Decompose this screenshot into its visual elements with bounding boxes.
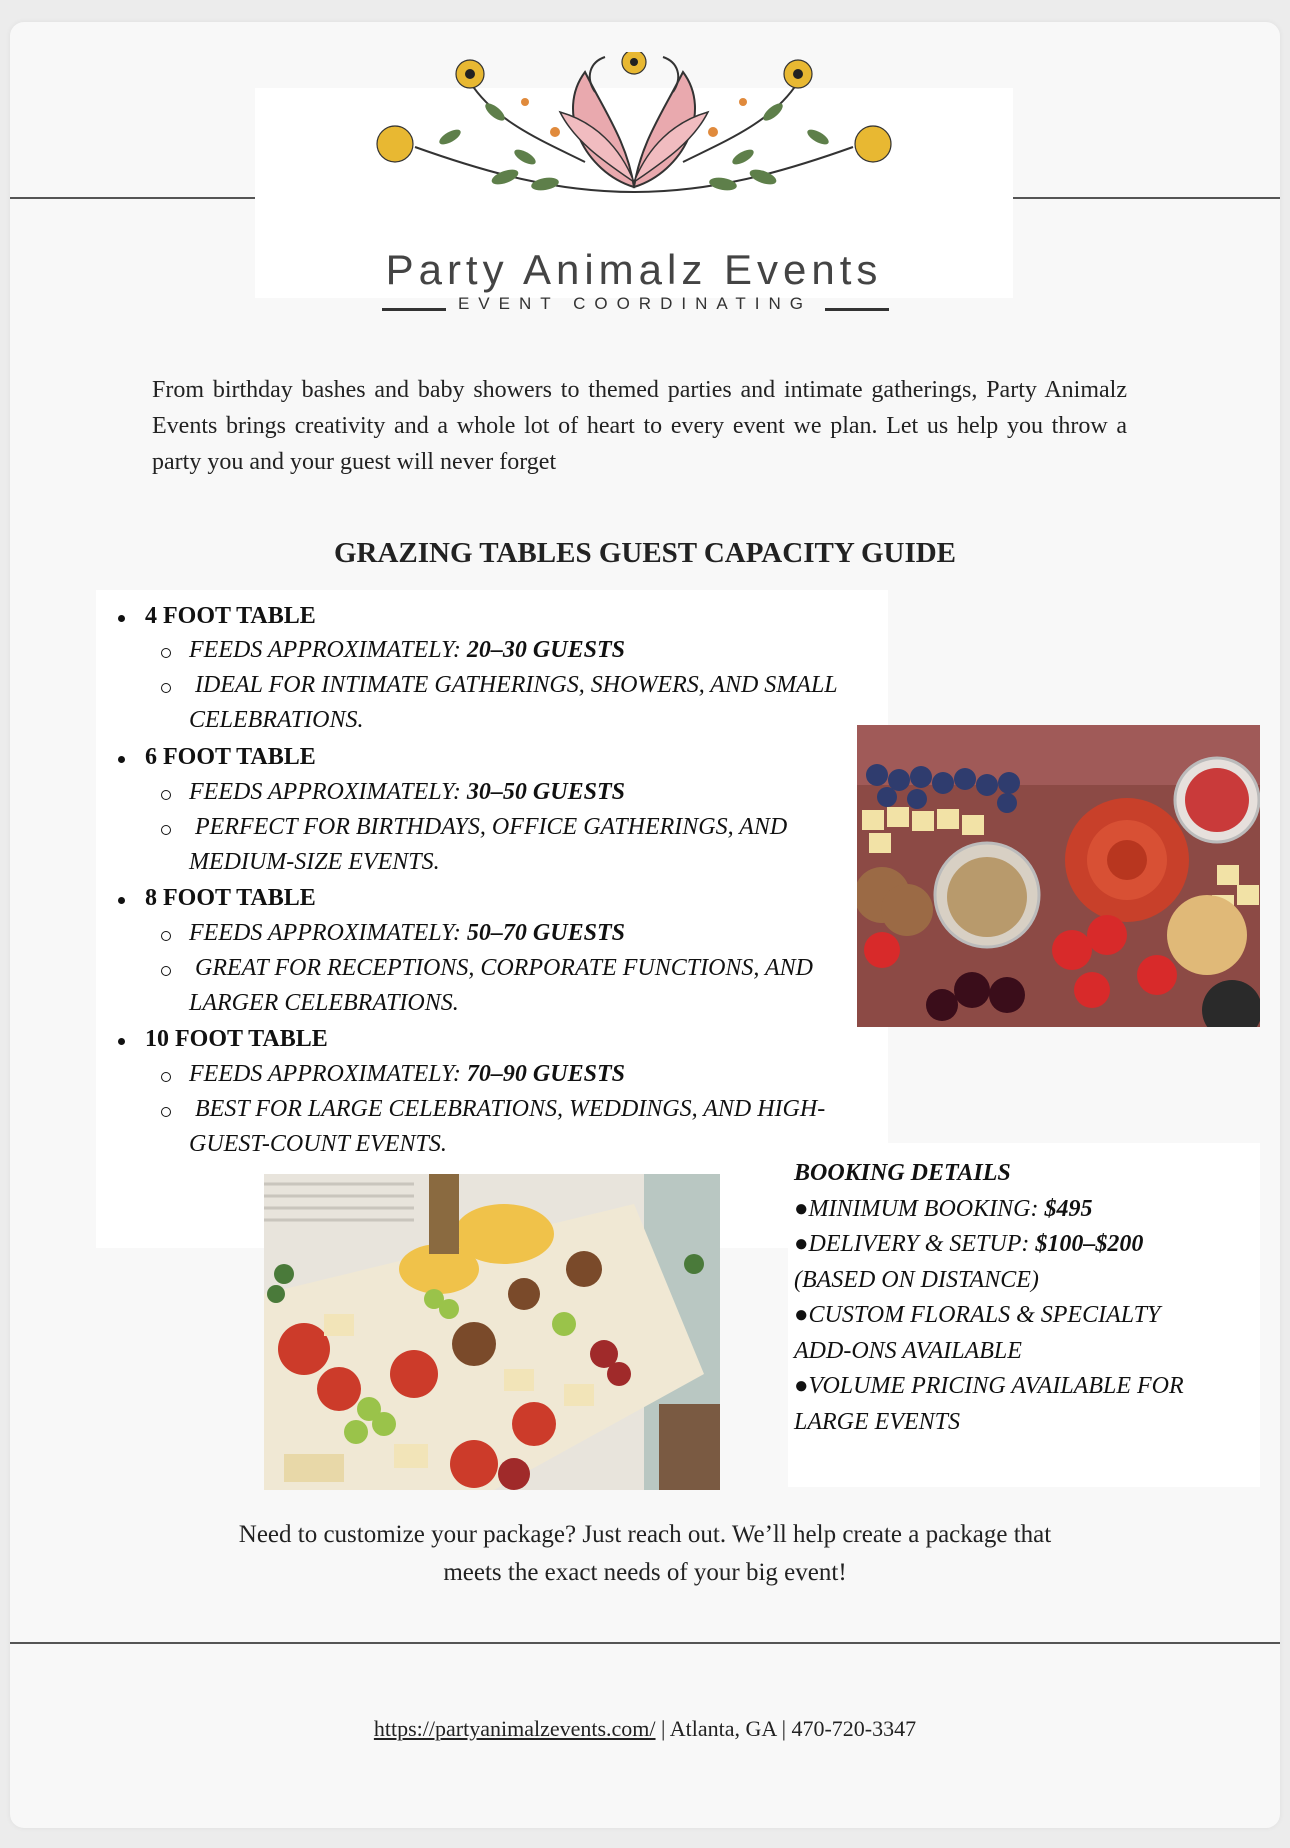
feeds-line — [189, 637, 625, 664]
circle-bullet-icon — [161, 1107, 171, 1117]
bullet-icon — [118, 756, 125, 763]
feeds-label: FEEDS APPROXIMATELY: — [189, 1061, 461, 1087]
table-title: 8 FOOT TABLE — [145, 885, 316, 911]
circle-bullet-icon — [161, 966, 171, 976]
footer-phone: 470-720-3347 — [791, 1716, 917, 1741]
table-title: 10 FOOT TABLE — [145, 1026, 328, 1052]
closing-line-1: Need to customize your package? Just reach out. We’ll help create a package that — [238, 1521, 1052, 1548]
footer-separator: | — [661, 1716, 670, 1741]
booking-delivery-label: DELIVERY & SETUP: — [808, 1231, 1030, 1257]
grazing-image-icon — [264, 1174, 720, 1490]
table-description: BEST FOR LARGE CELEBRATIONS, WEDDINGS, AND HIGH- — [195, 1096, 826, 1122]
tagline-rule-left — [382, 308, 446, 311]
booking-custom-line: CUSTOM FLORALS & SPECIALTY — [808, 1302, 1161, 1328]
booking-volume-line: VOLUME PRICING AVAILABLE FOR — [808, 1373, 1184, 1399]
circle-bullet-icon — [161, 790, 171, 800]
floral-logo-icon — [255, 52, 1013, 202]
guide-heading: GRAZING TABLES GUEST CAPACITY GUIDE — [333, 537, 957, 569]
booking-min-label: MINIMUM BOOKING: — [808, 1196, 1039, 1222]
feeds-label: FEEDS APPROXIMATELY: — [189, 637, 461, 663]
closing-paragraph — [150, 1516, 1140, 1592]
grazing-table-photo — [264, 1174, 720, 1490]
charcuterie-image-icon — [857, 725, 1260, 1027]
brand-name: Party Animalz Events — [385, 246, 883, 293]
booking-volume: ●VOLUME PRICING AVAILABLE FOR — [794, 1373, 1184, 1399]
tagline-rule-right — [825, 308, 889, 311]
circle-bullet-icon — [161, 1072, 171, 1082]
footer — [0, 1716, 1290, 1742]
circle-bullet-icon — [161, 825, 171, 835]
circle-bullet-icon — [161, 648, 171, 658]
footer-separator: | — [781, 1716, 792, 1741]
footer-city: Atlanta, GA — [669, 1716, 777, 1741]
feeds-line — [189, 920, 625, 947]
table-title: 6 FOOT TABLE — [145, 744, 316, 770]
table-description-cont: LARGER CELEBRATIONS. — [189, 990, 459, 1016]
table-description: IDEAL FOR INTIMATE GATHERINGS, SHOWERS, AND SMALL — [195, 672, 838, 698]
booking-delivery-note: (BASED ON DISTANCE) — [794, 1267, 1039, 1293]
table-description-cont: MEDIUM-SIZE EVENTS. — [189, 849, 440, 875]
feeds-label: FEEDS APPROXIMATELY: — [189, 920, 461, 946]
guest-count: 20–30 GUESTS — [466, 637, 625, 663]
brand-tagline: EVENT COORDINATING — [457, 294, 813, 313]
charcuterie-photo — [857, 725, 1260, 1027]
feeds-line — [189, 1061, 625, 1088]
table-description: GREAT FOR RECEPTIONS, CORPORATE FUNCTIONS, AND — [195, 955, 813, 981]
guest-count: 50–70 GUESTS — [466, 920, 625, 946]
booking-details-box — [788, 1143, 1260, 1487]
booking-volume-cont: LARGE EVENTS — [794, 1409, 960, 1435]
tagline-row — [370, 294, 900, 324]
bullet-icon — [118, 615, 125, 622]
booking-custom: ●CUSTOM FLORALS & SPECIALTY — [794, 1302, 1161, 1328]
booking-min-value: $495 — [1044, 1196, 1093, 1222]
table-title: 4 FOOT TABLE — [145, 603, 316, 629]
footer-rule — [10, 1642, 1280, 1644]
booking-delivery: ●DELIVERY & SETUP: $100–$200 — [794, 1231, 1144, 1257]
intro-paragraph: From birthday bashes and baby showers to themed parties and intimate gatherings, Party Animalz Events brings creativity and a whole lot of heart to every event we plan. Let us help you throw a party you and your guest will never forget — [152, 377, 1127, 475]
feeds-label: FEEDS APPROXIMATELY: — [189, 779, 461, 805]
booking-custom-cont: ADD-ONS AVAILABLE — [794, 1338, 1022, 1364]
booking-delivery-value: $100–$200 — [1035, 1231, 1144, 1257]
feeds-line — [189, 779, 625, 806]
booking-title: BOOKING DETAILS — [794, 1160, 1011, 1186]
closing-line-2: meets the exact needs of your big event! — [443, 1559, 847, 1586]
circle-bullet-icon — [161, 931, 171, 941]
guest-count: 70–90 GUESTS — [466, 1061, 625, 1087]
table-description-cont: CELEBRATIONS. — [189, 707, 364, 733]
website-link[interactable]: https://partyanimalzevents.com/ — [373, 1716, 656, 1741]
table-description-cont: GUEST-COUNT EVENTS. — [189, 1131, 447, 1157]
guest-count: 30–50 GUESTS — [466, 779, 625, 805]
logo — [255, 88, 1013, 298]
bullet-icon — [118, 897, 125, 904]
bullet-icon — [118, 1038, 125, 1045]
table-description: PERFECT FOR BIRTHDAYS, OFFICE GATHERINGS, AND — [195, 814, 788, 840]
booking-minimum: ●MINIMUM BOOKING: $495 — [794, 1196, 1093, 1222]
circle-bullet-icon — [161, 683, 171, 693]
